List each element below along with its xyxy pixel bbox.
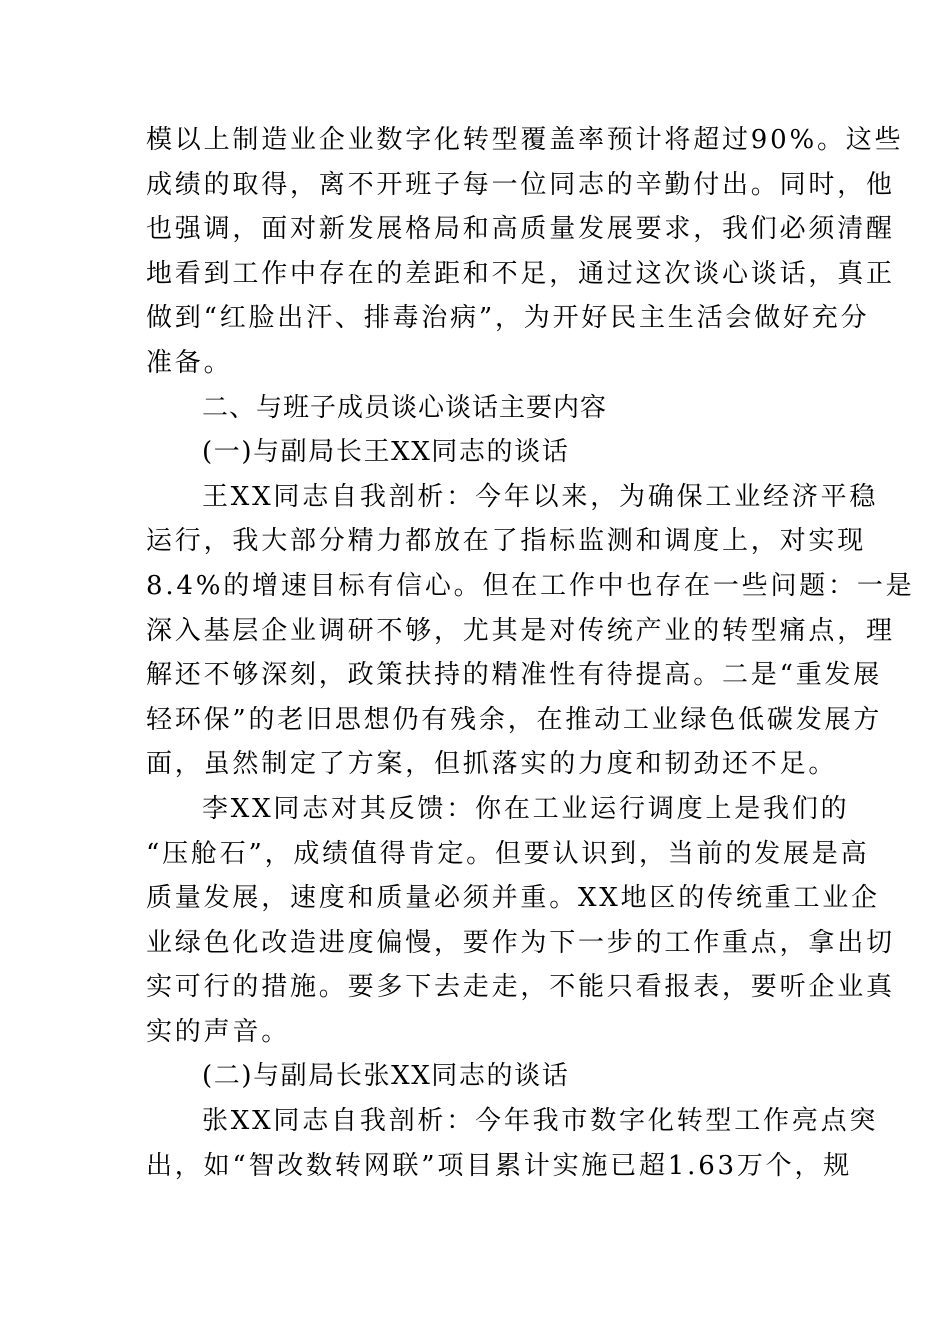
text-line: 做到“红脸出汗、排毒治病”，为开好民主生活会做好充分 xyxy=(146,303,870,334)
text-line: 业绿色化改造进度偏慢，要作为下一步的工作重点，拿出切 xyxy=(146,927,895,958)
text-line: 准备。 xyxy=(146,347,233,378)
paragraph-li-feedback xyxy=(146,787,895,1055)
text-line: 地看到工作中存在的差距和不足，通过这次谈心谈话，真正 xyxy=(146,258,895,289)
text-line: “压舱石”，成绩值得肯定。但要认识到，当前的发展是高 xyxy=(146,838,870,869)
subsection-heading-wang: (一)与副局长王XX同志的谈话 xyxy=(202,437,570,468)
text-line: 8.4%的增速目标有信心。但在工作中也存在一些问题：一是 xyxy=(146,570,915,601)
subsection-heading-zhang: (二)与副局长张XX同志的谈话 xyxy=(202,1061,570,1092)
text-line: 轻环保”的老旧思想仍有残余，在推动工业绿色低碳发展方 xyxy=(146,704,883,735)
text-line: 面，虽然制定了方案，但抓落实的力度和韧劲还不足。 xyxy=(146,749,838,780)
text-line: 王XX同志自我剖析：今年以来，为确保工业经济平稳 xyxy=(202,481,879,512)
text-line: 实可行的措施。要多下去走走，不能只看报表，要听企业真 xyxy=(146,972,895,1003)
text-line: 张XX同志自我剖析：今年我市数字化转型工作亮点突 xyxy=(202,1106,879,1137)
text-line: 解还不够深刻，政策扶持的精准性有待提高。二是“重发展 xyxy=(146,660,883,691)
text-line: 模以上制造业企业数字化转型覆盖率预计将超过90%。这些 xyxy=(146,125,904,155)
document-page xyxy=(146,118,915,1188)
section-heading: 二、与班子成员谈心谈话主要内容 xyxy=(202,392,608,423)
text-line: 运行，我大部分精力都放在了指标监测和调度上，对实现 xyxy=(146,526,867,557)
paragraph-wang-self-analysis xyxy=(146,475,915,787)
paragraph-zhang-self-analysis xyxy=(146,1099,879,1188)
text-line: 深入基层企业调研不够，尤其是对传统产业的转型痛点，理 xyxy=(146,615,895,646)
text-line: 出，如“智改数转网联”项目累计实施已超1.63万个，规 xyxy=(146,1150,853,1181)
text-line: 质量发展，速度和质量必须并重。XX地区的传统重工业企 xyxy=(146,883,880,914)
text-line: 实的声音。 xyxy=(146,1016,291,1047)
text-line: 也强调，面对新发展格局和高质量发展要求，我们必须清醒 xyxy=(146,214,895,245)
paragraph-continuation xyxy=(146,118,904,386)
text-line: 成绩的取得，离不开班子每一位同志的辛勤付出。同时，他 xyxy=(146,169,895,200)
text-line: 李XX同志对其反馈：你在工业运行调度上是我们的 xyxy=(202,793,850,824)
